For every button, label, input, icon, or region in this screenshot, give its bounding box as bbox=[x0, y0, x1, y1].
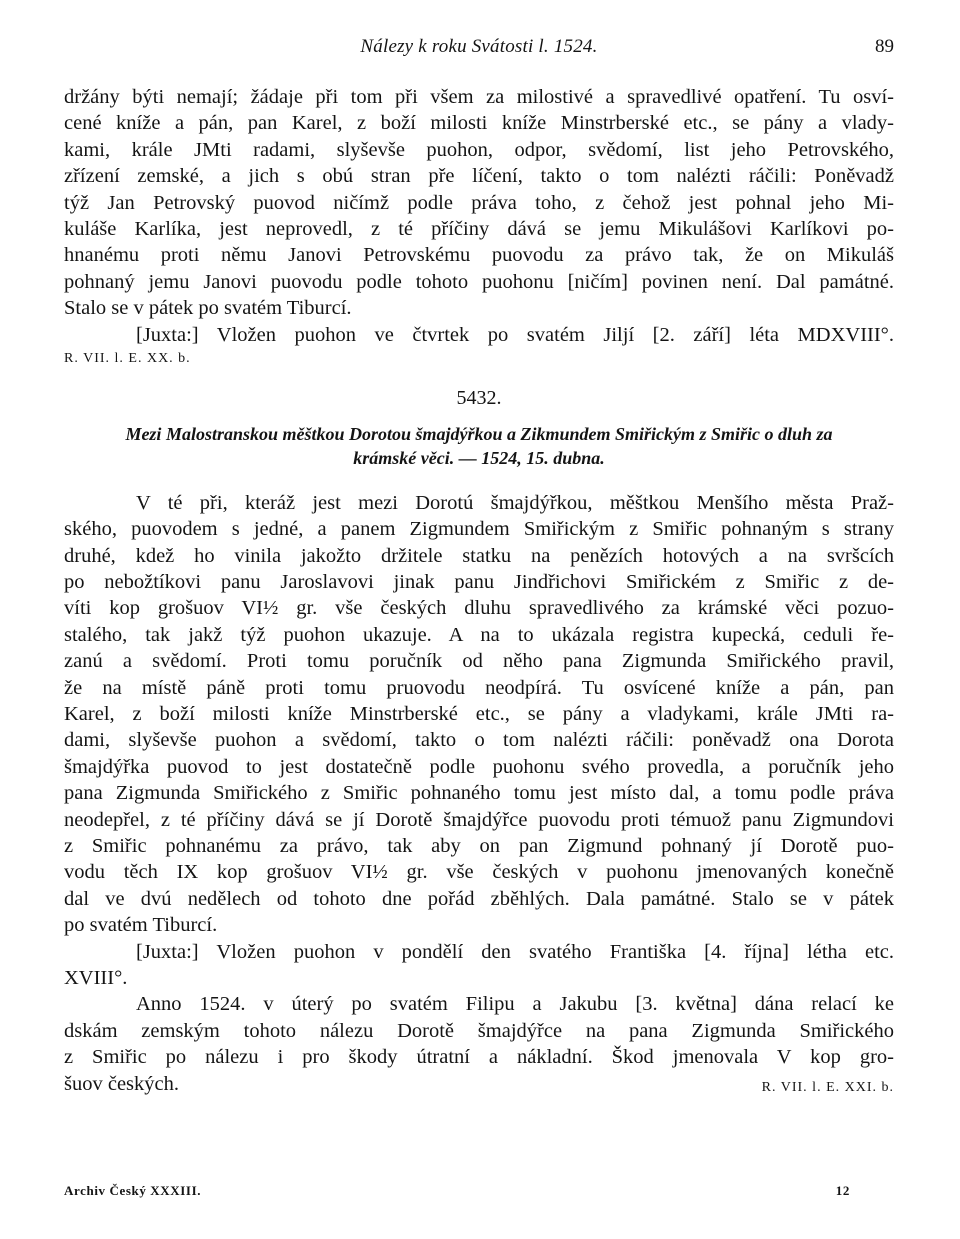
juxta-line: XVIII°. bbox=[64, 966, 128, 989]
archive-signature: Archiv Český XXXIII. bbox=[64, 1183, 202, 1198]
sheet-number: 12 bbox=[835, 1183, 850, 1198]
text-line bbox=[64, 1071, 894, 1097]
heading-line: krámské věci. — 1524, 15. dubna. bbox=[353, 447, 605, 468]
text-line: dami, slyševše puohon a svědomí, takto o tom nalézti ráčili: poněvadž ona Dorota bbox=[64, 729, 894, 752]
text-line: víti kop grošuov VI½ gr. vše českých dluhu spravedlivého za krámské věci pozuo- bbox=[64, 597, 894, 620]
text-line: neodepřel, z té příčiny dává se jí Dorotě šmajdýřce puovodu proti témuož panu Zigmundovi bbox=[64, 808, 894, 831]
text-line: pana Zigmunda Smiřického z Smiřic pohnaného tomu jest místo dal, a tomu podle práva bbox=[64, 782, 894, 805]
heading-line: Mezi Malostranskou měštkou Dorotou šmajdýřkou a Zikmundem Smiřickým z Smiřic o dluh za bbox=[125, 423, 833, 444]
text-line: cené kníže a pán, pan Karel, z boží milosti kníže Minstrberské etc., se pány a vlady- bbox=[64, 112, 894, 135]
text-line: dskám zemským tohoto nálezu Dorotě šmajdýřce na pana Zigmunda Smiřického bbox=[64, 1019, 894, 1042]
text-line: z Smiřic pohnanému za právo, tak aby on pan Zigmund pohnaný jí Dorotě puo- bbox=[64, 834, 894, 857]
text-line: vodu těch IX kop grošuov VI½ gr. vše českých v puohonu jmenovaných konečně bbox=[64, 861, 894, 884]
text-line: kami, krále JMti radami, slyševše puohon, odpor, svědomí, list jeho Petrovského, bbox=[64, 138, 894, 161]
previous-document-ending bbox=[64, 84, 894, 370]
text-line-content: šuov českých. bbox=[64, 1072, 180, 1095]
text-line: z Smiřic po nálezu i pro škody útratní a nákladní. Škod jmenovala V kop gro- bbox=[64, 1046, 894, 1069]
text-line: šmajdýřka puovod to jest dostatečně podle puohonu svého provedla, a poručník jeho bbox=[64, 755, 894, 778]
text-line: dal ve dvú nedělech od tohoto dne pořád zběhlých. Dala památné. Stalo se v pátek bbox=[64, 887, 894, 910]
juxta-line: [Juxta:] Vložen puohon v pondělí den svatého Františka [4. října] létha etc. bbox=[136, 940, 894, 963]
text-line: Karel, z boží milosti kníže Minstrberské etc., se pány a vladykami, krále JMti ra- bbox=[64, 703, 894, 726]
text-line: ského, puovodem s jedné, a panem Zigmundem Smiřickým z Smiřic pohnaným s strany bbox=[64, 518, 894, 541]
page-footer bbox=[64, 1183, 894, 1205]
text-line: zanú a svědomí. Proti tomu poručník od něho pana Zigmunda Smiřického pravil, bbox=[64, 650, 894, 673]
text-line: týž Jan Petrovský puovod ničímž podle práva toho, z čehož jest pohnal jeho Mi- bbox=[64, 191, 894, 214]
page-number: 89 bbox=[875, 36, 894, 57]
text-line: zřízení zemské, a jich s obú stran pře líčení, takto o tom nalézti ráčili: Poněvadž bbox=[64, 165, 894, 188]
page-body bbox=[64, 84, 894, 1097]
running-title: Nálezy k roku Svátosti l. 1524. bbox=[360, 36, 598, 57]
text-line: Stalo se v pátek po svatém Tiburcí. bbox=[64, 297, 352, 320]
text-line: V té při, kteráž jest mezi Dorotú šmajdýřkou, měštkou Menšího města Praž- bbox=[136, 491, 894, 514]
text-line: stalého, tak jakž týž puohon ukazuje. A na to ukázala registra kupecká, ceduli ře- bbox=[64, 623, 894, 646]
document-heading bbox=[64, 422, 894, 470]
text-line: držány býti nemají; žádaje při tom při všem za milostivé a spravedlivé opatření. Tu osví- bbox=[64, 86, 894, 108]
anno-paragraph bbox=[64, 991, 894, 1097]
text-line: hnanému proti němu Janovi Petrovskému puovodu za právo tak, že on Mikuláš bbox=[64, 244, 894, 267]
archive-reference: R. VII. l. E. XXI. b. bbox=[761, 1079, 894, 1095]
text-line: druhé, kdež ho vinila jakožto držitele statku na penězích hotových a na svršcích bbox=[64, 544, 894, 567]
text-line: kuláše Karlíka, jest neprovedl, z té příčiny dává se jemu Mikulášovi Karlíkovi po- bbox=[64, 217, 894, 240]
text-line: po svatém Tiburcí. bbox=[64, 914, 218, 937]
juxta-paragraph bbox=[64, 939, 894, 992]
text-line: že na místě páně proti tomu pruovodu neodpírá. Tu osvícené kníže a pán, pan bbox=[64, 676, 894, 699]
text-line: Anno 1524. v úterý po svatém Filipu a Jakubu [3. května] dána relací ke bbox=[136, 993, 894, 1016]
text-line: po nebožtíkovi panu Jaroslavovi jinak panu Jindřichovi Smiřickém z Smiřic z de- bbox=[64, 571, 894, 594]
page-header bbox=[64, 36, 894, 66]
text-line: pohnaný jemu Janovi puovodu podle tohoto puohonu [ničím] povinen není. Dal památné. bbox=[64, 270, 894, 293]
archive-reference: R. VII. l. E. XX. b. bbox=[64, 350, 191, 366]
verdict-paragraph bbox=[64, 490, 894, 939]
document-number: 5432. bbox=[456, 386, 502, 409]
juxta-line: [Juxta:] Vložen puohon ve čtvrtek po svatém Jiljí [2. září] léta MDXVIII°. bbox=[136, 323, 894, 346]
